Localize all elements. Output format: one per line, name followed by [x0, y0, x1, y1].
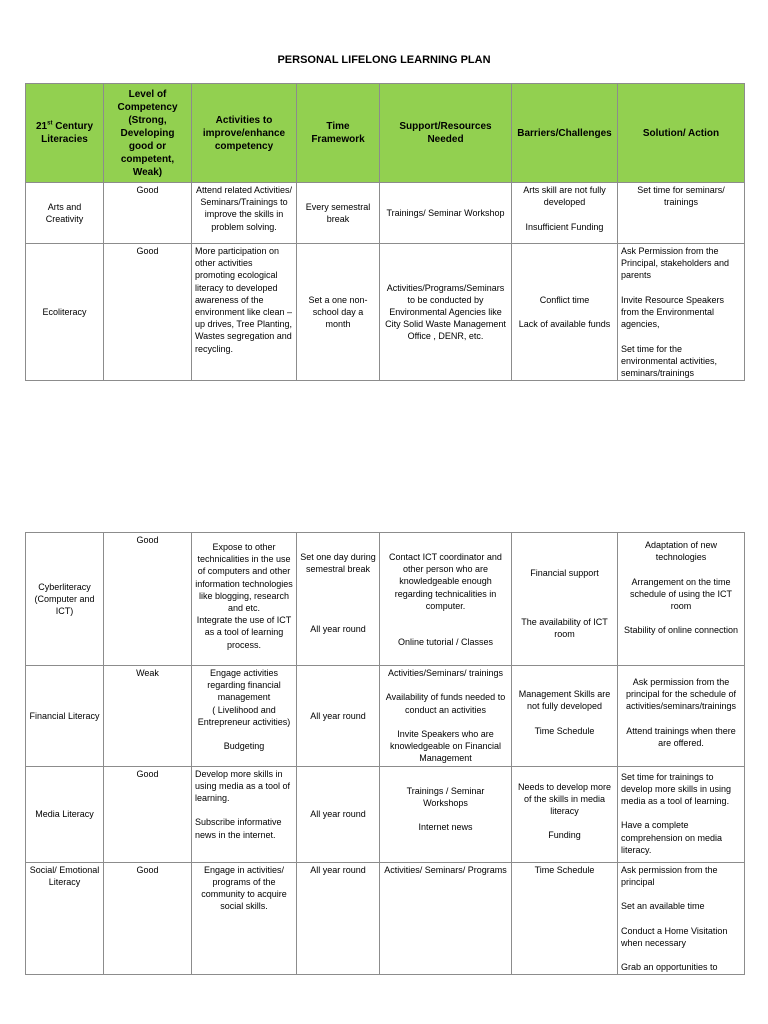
activities-cell: Attend related Activities/ Seminars/Trainings to improve the skills in problem solving.: [192, 183, 297, 244]
header-literacies: 21st Century Literacies: [26, 84, 104, 183]
literacy-cell: Cyberliteracy (Computer and ICT): [26, 533, 104, 666]
barriers-cell: Needs to develop more of the skills in media literacy Funding: [512, 766, 618, 862]
support-cell: Activities/Programs/Seminars to be conducted by Environmental Agencies like City Solid Waste Management Office , DENR, etc.: [380, 244, 512, 381]
barriers-cell: Management Skills are not fully developed Time Schedule: [512, 666, 618, 767]
activities-cell: Develop more skills in using media as a tool of learning. Subscribe informative news in the internet.: [192, 766, 297, 862]
competency-cell: Good: [104, 766, 192, 862]
activities-cell: Expose to other technicalities in the use of computers and other information technologies like blogging, research and etc. Integrate the use of ICT as a tool of learning process.: [192, 533, 297, 666]
solution-cell: Set time for trainings to develop more skills in using media as a tool of learning. Have a complete comprehension on media literacy.: [618, 766, 745, 862]
time-cell: [297, 533, 380, 666]
activities-cell: More participation on other activities promoting ecological literacy to developed awareness of the environment like clean – up drives, Tree Planting, Wastes segregation and recycling.: [192, 244, 297, 381]
header-activities: Activities to improve/enhance competency: [192, 84, 297, 183]
competency-cell: Weak: [104, 666, 192, 767]
table-row: [26, 183, 745, 244]
table-row: [26, 862, 745, 975]
support-cell: Activities/ Seminars/ Programs: [380, 862, 512, 975]
barriers-cell: Arts skill are not fully developed Insufficient Funding: [512, 183, 618, 244]
time-cell: All year round: [297, 766, 380, 862]
solution-cell: Ask permission from the principal for the schedule of activities/seminars/trainings Attend trainings when there are offered.: [618, 666, 745, 767]
barriers-cell: Conflict time Lack of available funds: [512, 244, 618, 381]
time-cell: All year round: [297, 666, 380, 767]
learning-plan-table-page-1: [25, 83, 745, 381]
solution-cell: Ask permission from the principal Set an available time Conduct a Home Visitation when necessary Grab an opportunities to: [618, 862, 745, 975]
literacy-cell: Media Literacy: [26, 766, 104, 862]
literacy-cell: Arts and Creativity: [26, 183, 104, 244]
competency-cell: Good: [104, 183, 192, 244]
header-time-framework: Time Framework: [297, 84, 380, 183]
barriers-cell: Time Schedule: [512, 862, 618, 975]
header-barriers: Barriers/Challenges: [512, 84, 618, 183]
page-title: PERSONAL LIFELONG LEARNING PLAN: [277, 54, 491, 66]
literacy-cell: Financial Literacy: [26, 666, 104, 767]
time-primary: Set one day during semestral break: [300, 552, 376, 575]
literacy-cell: Social/ Emotional Literacy: [26, 862, 104, 975]
support-cell: Contact ICT coordinator and other person who are knowledgeable enough regarding technicalities in computer. Online tutorial / Classes: [380, 533, 512, 666]
table-row: [26, 766, 745, 862]
header-support: Support/Resources Needed: [380, 84, 512, 183]
support-cell: Activities/Seminars/ trainings Availability of funds needed to conduct an activities Invite Speakers who are knowledgeable on Financial Management: [380, 666, 512, 767]
time-cell: Set a one non-school day a month: [297, 244, 380, 381]
competency-cell: Good: [104, 533, 192, 666]
learning-plan-table-page-2: [25, 532, 745, 975]
competency-cell: Good: [104, 862, 192, 975]
time-cell: Every semestral break: [297, 183, 380, 244]
header-row: [26, 84, 745, 183]
time-secondary: All year round: [310, 624, 366, 635]
time-cell: All year round: [297, 862, 380, 975]
competency-cell: Good: [104, 244, 192, 381]
activities-cell: Engage in activities/ programs of the community to acquire social skills.: [192, 862, 297, 975]
solution-cell: Ask Permission from the Principal, stakeholders and parents Invite Resource Speakers from the Environmental agencies, Set time for the environmental activities, seminars/trainings: [618, 244, 745, 381]
literacy-cell: Ecoliteracy: [26, 244, 104, 381]
solution-cell: Set time for seminars/ trainings: [618, 183, 745, 244]
table-row: [26, 533, 745, 666]
table-row: [26, 244, 745, 381]
header-solution: Solution/ Action: [618, 84, 745, 183]
support-cell: Trainings/ Seminar Workshop: [380, 183, 512, 244]
support-cell: Trainings / Seminar Workshops Internet news: [380, 766, 512, 862]
activities-cell: Engage activities regarding financial management ( Livelihood and Entrepreneur activities) Budgeting: [192, 666, 297, 767]
barriers-cell: Financial support The availability of ICT room: [512, 533, 618, 666]
table-row: [26, 666, 745, 767]
header-competency: Level of Competency (Strong, Developing good or competent, Weak): [104, 84, 192, 183]
solution-cell: Adaptation of new technologies Arrangement on the time schedule of using the ICT room Stability of online connection: [618, 533, 745, 666]
